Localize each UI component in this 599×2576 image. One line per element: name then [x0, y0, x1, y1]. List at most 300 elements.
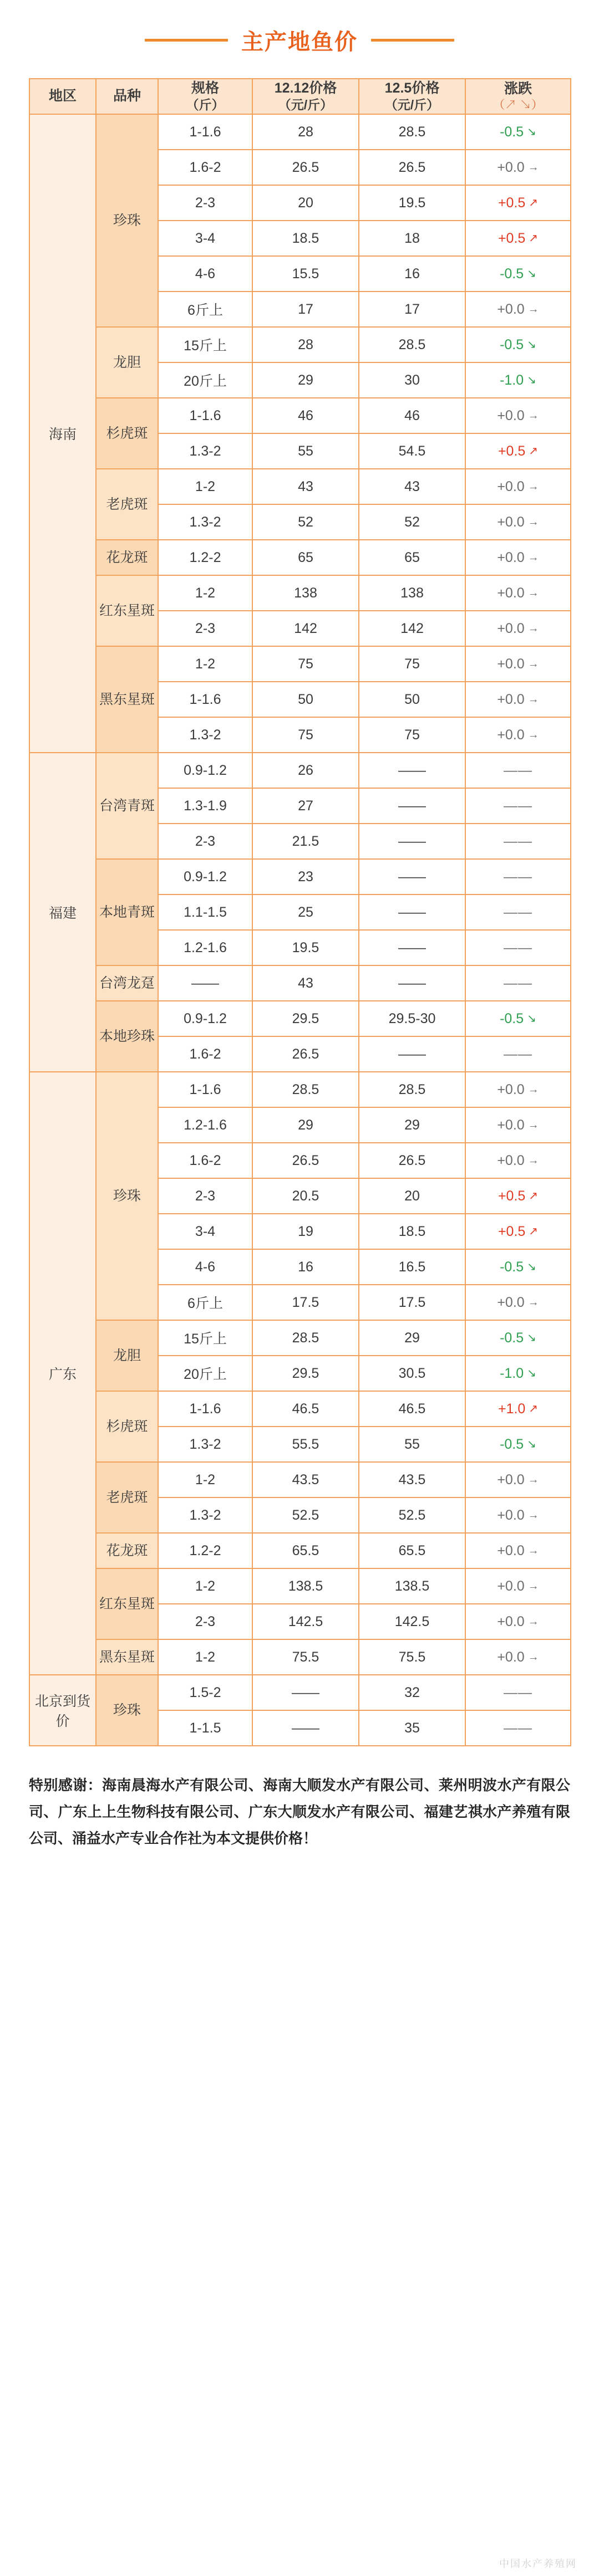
variety-cell: 黑东星斑 [96, 646, 158, 753]
change-cell [465, 1249, 571, 1285]
change-value: —— [504, 762, 532, 778]
price-1212-cell: 43.5 [252, 1462, 359, 1497]
change-cell [465, 327, 571, 362]
change-value: -0.5 [500, 1259, 524, 1275]
price-1212-cell: 55 [252, 433, 359, 469]
price-1212-cell: 29.5 [252, 1001, 359, 1036]
price-125-cell: —— [359, 1036, 465, 1072]
change-cell [465, 221, 571, 256]
table-row [29, 1675, 571, 1710]
change-value: -0.5 [500, 124, 524, 140]
price-125-cell: 26.5 [359, 1143, 465, 1178]
col-header-variety-label: 品种 [113, 88, 141, 104]
spec-cell: 20斤上 [158, 1356, 252, 1391]
change-cell [465, 965, 571, 1001]
change-cell [465, 682, 571, 717]
col-header-spec [158, 79, 252, 114]
change-value: +0.0 [497, 407, 525, 423]
change-cell [465, 611, 571, 646]
variety-cell: 珍珠 [96, 1675, 158, 1746]
page-title: 主产地鱼价 [241, 30, 358, 54]
price-125-cell: 17 [359, 292, 465, 327]
change-value: +0.0 [497, 1613, 525, 1629]
arrow-up-icon: ↗ [529, 445, 539, 457]
arrow-flat-icon: → [527, 303, 539, 315]
spec-cell: 1.3-2 [158, 433, 252, 469]
spec-cell: 1.3-2 [158, 717, 252, 753]
table-row [29, 1533, 571, 1568]
col-header-price-125-unit: （元/斤） [384, 98, 440, 113]
change-cell [465, 1427, 571, 1462]
change-value: +0.0 [497, 1294, 525, 1310]
change-cell [465, 1178, 571, 1214]
arrow-flat-icon: → [527, 658, 539, 670]
change-cell [465, 1036, 571, 1072]
arrow-flat-icon: → [527, 551, 539, 564]
change-cell [465, 114, 571, 150]
price-1212-cell: —— [252, 1710, 359, 1746]
spec-cell: 1.3-2 [158, 1497, 252, 1533]
spec-cell: 1-2 [158, 1639, 252, 1675]
variety-cell: 本地青斑 [96, 859, 158, 965]
change-cell [465, 1072, 571, 1107]
price-1212-cell: —— [252, 1675, 359, 1710]
spec-cell: 2-3 [158, 824, 252, 859]
price-1212-cell: 46 [252, 398, 359, 433]
price-1212-cell: 29.5 [252, 1356, 359, 1391]
price-125-cell: —— [359, 895, 465, 930]
price-1212-cell: 75.5 [252, 1639, 359, 1675]
table-row [29, 469, 571, 504]
change-cell [465, 753, 571, 788]
change-cell [465, 1497, 571, 1533]
change-value: +0.0 [497, 1507, 525, 1523]
change-value: +0.0 [497, 1578, 525, 1594]
change-value: —— [504, 975, 532, 991]
spec-cell: 1.3-2 [158, 1427, 252, 1462]
variety-cell: 台湾青斑 [96, 753, 158, 859]
change-cell [465, 504, 571, 540]
price-1212-cell: 29 [252, 362, 359, 398]
variety-cell: 黑东星斑 [96, 1639, 158, 1675]
change-value: +0.0 [497, 1152, 525, 1168]
spec-cell: 1-2 [158, 1462, 252, 1497]
price-125-cell: 75.5 [359, 1639, 465, 1675]
price-125-cell: 75 [359, 717, 465, 753]
spec-cell: 1.6-2 [158, 150, 252, 185]
spec-cell: 1-2 [158, 646, 252, 682]
price-125-cell: 18 [359, 221, 465, 256]
spec-cell: 1-2 [158, 1568, 252, 1604]
col-header-price-1212-label: 12.12价格 [274, 80, 337, 96]
price-1212-cell: 26.5 [252, 1143, 359, 1178]
arrow-flat-icon: → [527, 1154, 539, 1167]
change-value: +0.0 [497, 549, 525, 565]
variety-cell: 杉虎斑 [96, 398, 158, 469]
price-1212-cell: 28 [252, 114, 359, 150]
change-value: -1.0 [500, 1365, 524, 1381]
price-125-cell: 28.5 [359, 114, 465, 150]
spec-cell: 1-1.5 [158, 1710, 252, 1746]
change-cell [465, 895, 571, 930]
price-1212-cell: 29 [252, 1107, 359, 1143]
spec-cell: 1-1.6 [158, 1391, 252, 1427]
spec-cell: 6斤上 [158, 292, 252, 327]
table-row [29, 965, 571, 1001]
price-1212-cell: 65.5 [252, 1533, 359, 1568]
change-cell [465, 930, 571, 965]
table-row [29, 1568, 571, 1604]
price-125-cell: 20 [359, 1178, 465, 1214]
variety-cell: 老虎斑 [96, 1462, 158, 1533]
price-125-cell: 17.5 [359, 1285, 465, 1320]
arrow-down-icon: ↘ [527, 1332, 536, 1344]
price-1212-cell: 28.5 [252, 1320, 359, 1356]
change-cell [465, 398, 571, 433]
price-125-cell: 43.5 [359, 1462, 465, 1497]
table-row [29, 540, 571, 575]
arrow-flat-icon: → [527, 1296, 539, 1309]
arrow-flat-icon: → [527, 1580, 539, 1592]
arrow-down-icon: ↘ [527, 268, 536, 280]
change-cell [465, 1604, 571, 1639]
price-125-cell: 46 [359, 398, 465, 433]
variety-cell: 台湾龙趸 [96, 965, 158, 1001]
price-1212-cell: 28 [252, 327, 359, 362]
spec-cell: 1-1.6 [158, 398, 252, 433]
change-cell [465, 1533, 571, 1568]
variety-cell: 红东星斑 [96, 1568, 158, 1639]
spec-cell: 1-2 [158, 469, 252, 504]
price-125-cell: —— [359, 824, 465, 859]
price-125-cell: 26.5 [359, 150, 465, 185]
table-row [29, 1462, 571, 1497]
spec-cell: 6斤上 [158, 1285, 252, 1320]
price-125-cell: 52.5 [359, 1497, 465, 1533]
table-header [29, 79, 571, 114]
change-value: —— [504, 833, 532, 849]
change-value: +0.0 [497, 620, 525, 636]
price-125-cell: 75 [359, 646, 465, 682]
spec-cell: 1.6-2 [158, 1143, 252, 1178]
price-1212-cell: 26.5 [252, 150, 359, 185]
price-125-cell: —— [359, 930, 465, 965]
change-value: +0.0 [497, 585, 525, 601]
arrow-flat-icon: → [527, 1545, 539, 1557]
col-header-spec-unit: （斤） [186, 98, 225, 113]
arrow-flat-icon: → [527, 622, 539, 635]
change-value: -0.5 [500, 1330, 524, 1346]
col-header-price-1212 [252, 79, 359, 114]
table-row [29, 327, 571, 362]
price-1212-cell: 19 [252, 1214, 359, 1249]
change-cell [465, 1356, 571, 1391]
arrow-down-icon: ↘ [527, 339, 536, 351]
region-cell: 海南 [29, 114, 96, 753]
variety-cell: 花龙斑 [96, 1533, 158, 1568]
price-125-cell: —— [359, 859, 465, 895]
change-cell [465, 1710, 571, 1746]
price-125-cell: 19.5 [359, 185, 465, 221]
change-value: +0.0 [497, 1649, 525, 1665]
change-value: —— [504, 1684, 532, 1700]
change-cell [465, 788, 571, 824]
price-1212-cell: 50 [252, 682, 359, 717]
col-header-price-125 [359, 79, 465, 114]
change-cell [465, 1285, 571, 1320]
col-header-region [29, 79, 96, 114]
change-cell [465, 540, 571, 575]
variety-cell: 老虎斑 [96, 469, 158, 540]
price-125-cell: 138.5 [359, 1568, 465, 1604]
price-125-cell: —— [359, 788, 465, 824]
change-value: —— [504, 868, 532, 885]
arrow-flat-icon: → [527, 481, 539, 493]
col-header-change [465, 79, 571, 114]
price-125-cell: —— [359, 753, 465, 788]
arrow-down-icon: ↘ [527, 1013, 536, 1025]
arrow-down-icon: ↘ [527, 126, 536, 138]
change-value: +0.0 [497, 1117, 525, 1133]
region-cell: 广东 [29, 1072, 96, 1675]
spec-cell: 1.2-2 [158, 540, 252, 575]
change-value: +0.0 [497, 514, 525, 530]
price-125-cell: 32 [359, 1675, 465, 1710]
price-125-cell: 50 [359, 682, 465, 717]
col-header-spec-label: 规格 [191, 80, 219, 96]
change-value: —— [504, 798, 532, 814]
price-125-cell: 16 [359, 256, 465, 292]
arrow-flat-icon: → [527, 1083, 539, 1096]
spec-cell: 4-6 [158, 256, 252, 292]
change-value: +0.0 [497, 656, 525, 672]
arrow-flat-icon: → [527, 729, 539, 741]
change-cell [465, 1001, 571, 1036]
price-1212-cell: 26.5 [252, 1036, 359, 1072]
price-125-cell: 65.5 [359, 1533, 465, 1568]
change-value: -1.0 [500, 372, 524, 388]
price-125-cell: 35 [359, 1710, 465, 1746]
price-125-cell: 29 [359, 1107, 465, 1143]
price-125-cell: 18.5 [359, 1214, 465, 1249]
price-125-cell: 28.5 [359, 1072, 465, 1107]
arrow-up-icon: ↗ [529, 1190, 539, 1202]
price-1212-cell: 16 [252, 1249, 359, 1285]
spec-cell: 1.2-1.6 [158, 930, 252, 965]
change-value: +0.5 [498, 195, 526, 211]
spec-cell: 0.9-1.2 [158, 753, 252, 788]
spec-cell: 2-3 [158, 185, 252, 221]
change-cell [465, 1462, 571, 1497]
variety-cell: 本地珍珠 [96, 1001, 158, 1072]
variety-cell: 龙胆 [96, 1320, 158, 1391]
change-value: +0.0 [497, 691, 525, 707]
spec-cell: 0.9-1.2 [158, 859, 252, 895]
spec-cell: 1-1.6 [158, 682, 252, 717]
variety-cell: 龙胆 [96, 327, 158, 398]
change-cell [465, 1639, 571, 1675]
price-125-cell: 142.5 [359, 1604, 465, 1639]
spec-cell: 1-1.6 [158, 114, 252, 150]
change-cell [465, 362, 571, 398]
price-1212-cell: 142.5 [252, 1604, 359, 1639]
price-1212-cell: 15.5 [252, 256, 359, 292]
price-1212-cell: 19.5 [252, 930, 359, 965]
spec-cell: 1.2-1.6 [158, 1107, 252, 1143]
variety-cell: 珍珠 [96, 1072, 158, 1320]
change-cell [465, 717, 571, 753]
price-125-cell: 43 [359, 469, 465, 504]
col-header-price-125-label: 12.5价格 [384, 80, 440, 96]
change-value: +0.0 [497, 1081, 525, 1097]
price-1212-cell: 43 [252, 469, 359, 504]
spec-cell: 2-3 [158, 1178, 252, 1214]
price-125-cell: 142 [359, 611, 465, 646]
arrow-flat-icon: → [527, 587, 539, 599]
price-1212-cell: 20.5 [252, 1178, 359, 1214]
price-table-wrap [0, 78, 599, 1746]
variety-cell: 红东星斑 [96, 575, 158, 646]
title-rule-right [371, 39, 454, 42]
change-cell [465, 1320, 571, 1356]
table-row [29, 575, 571, 611]
price-1212-cell: 28.5 [252, 1072, 359, 1107]
arrow-up-icon: ↗ [529, 197, 539, 209]
spec-cell: 15斤上 [158, 1320, 252, 1356]
change-value: -0.5 [500, 1010, 524, 1026]
price-1212-cell: 17.5 [252, 1285, 359, 1320]
arrow-up-icon: ↗ [529, 1403, 539, 1415]
change-cell [465, 1391, 571, 1427]
change-value: +0.5 [498, 1223, 526, 1239]
change-value: —— [504, 939, 532, 955]
change-cell [465, 1107, 571, 1143]
change-value: +0.0 [497, 301, 525, 317]
arrow-up-icon: ↗ [529, 232, 539, 244]
variety-cell: 珍珠 [96, 114, 158, 327]
price-1212-cell: 142 [252, 611, 359, 646]
price-1212-cell: 26 [252, 753, 359, 788]
price-125-cell: 65 [359, 540, 465, 575]
change-value: +0.5 [498, 230, 526, 246]
footer-note: 特别感谢：海南晨海水产有限公司、海南大顺发水产有限公司、莱州明波水产有限公司、广东上上生物科技有限公司、广东大顺发水产有限公司、福建艺祺水产养殖有限公司、涌益水产专业合作社为本文提供价格！ [29, 1777, 570, 1847]
price-1212-cell: 65 [252, 540, 359, 575]
change-cell [465, 150, 571, 185]
col-header-region-label: 地区 [48, 88, 77, 104]
table-row [29, 753, 571, 788]
change-cell [465, 1568, 571, 1604]
change-value: —— [504, 1046, 532, 1062]
trend-arrows-icon: （↗ ↘） [493, 98, 543, 111]
spec-cell: —— [158, 965, 252, 1001]
region-cell: 北京到货价 [29, 1675, 96, 1746]
table-header-row [29, 79, 571, 114]
change-value: +0.0 [497, 1471, 525, 1488]
price-1212-cell: 21.5 [252, 824, 359, 859]
spec-cell: 1.1-1.5 [158, 895, 252, 930]
price-1212-cell: 18.5 [252, 221, 359, 256]
price-1212-cell: 75 [252, 646, 359, 682]
table-row [29, 398, 571, 433]
change-value: -0.5 [500, 265, 524, 282]
price-125-cell: 29 [359, 1320, 465, 1356]
price-125-cell: —— [359, 965, 465, 1001]
arrow-down-icon: ↘ [527, 1367, 536, 1379]
title-rule-left [145, 39, 228, 42]
change-value: -0.5 [500, 1436, 524, 1452]
price-125-cell: 54.5 [359, 433, 465, 469]
col-header-price-1212-unit: （元/斤） [278, 98, 333, 113]
spec-cell: 15斤上 [158, 327, 252, 362]
change-value: +0.0 [497, 727, 525, 743]
change-cell [465, 859, 571, 895]
arrow-down-icon: ↘ [527, 1261, 536, 1273]
change-value: +0.0 [497, 1542, 525, 1558]
change-value: +0.5 [498, 443, 526, 459]
spec-cell: 20斤上 [158, 362, 252, 398]
page-title-bar [0, 0, 599, 78]
price-125-cell: 16.5 [359, 1249, 465, 1285]
fish-price-table [29, 78, 571, 1746]
price-1212-cell: 20 [252, 185, 359, 221]
arrow-flat-icon: → [527, 1616, 539, 1628]
arrow-flat-icon: → [527, 1651, 539, 1663]
price-1212-cell: 52 [252, 504, 359, 540]
arrow-flat-icon: → [527, 1509, 539, 1521]
price-125-cell: 138 [359, 575, 465, 611]
spec-cell: 0.9-1.2 [158, 1001, 252, 1036]
change-cell [465, 1143, 571, 1178]
change-cell [465, 292, 571, 327]
table-row [29, 1639, 571, 1675]
change-value: +0.5 [498, 1188, 526, 1204]
variety-cell: 花龙斑 [96, 540, 158, 575]
price-125-cell: 29.5-30 [359, 1001, 465, 1036]
arrow-flat-icon: → [527, 516, 539, 528]
change-cell [465, 1214, 571, 1249]
change-value: —— [504, 904, 532, 920]
table-row [29, 1072, 571, 1107]
spec-cell: 1-2 [158, 575, 252, 611]
arrow-down-icon: ↘ [527, 374, 536, 386]
change-cell [465, 646, 571, 682]
price-1212-cell: 25 [252, 895, 359, 930]
price-1212-cell: 27 [252, 788, 359, 824]
col-header-change-label: 涨跌 [504, 81, 532, 97]
price-1212-cell: 52.5 [252, 1497, 359, 1533]
change-cell [465, 575, 571, 611]
spec-cell: 1.6-2 [158, 1036, 252, 1072]
change-cell [465, 433, 571, 469]
table-row [29, 1320, 571, 1356]
change-cell [465, 824, 571, 859]
spec-cell: 2-3 [158, 1604, 252, 1639]
spec-cell: 3-4 [158, 1214, 252, 1249]
table-row [29, 114, 571, 150]
col-header-variety [96, 79, 158, 114]
change-cell [465, 256, 571, 292]
change-cell [465, 469, 571, 504]
arrow-flat-icon: → [527, 410, 539, 422]
spec-cell: 3-4 [158, 221, 252, 256]
price-1212-cell: 46.5 [252, 1391, 359, 1427]
arrow-flat-icon: → [527, 693, 539, 706]
price-125-cell: 30 [359, 362, 465, 398]
price-1212-cell: 43 [252, 965, 359, 1001]
price-1212-cell: 138 [252, 575, 359, 611]
table-row [29, 646, 571, 682]
price-1212-cell: 23 [252, 859, 359, 895]
